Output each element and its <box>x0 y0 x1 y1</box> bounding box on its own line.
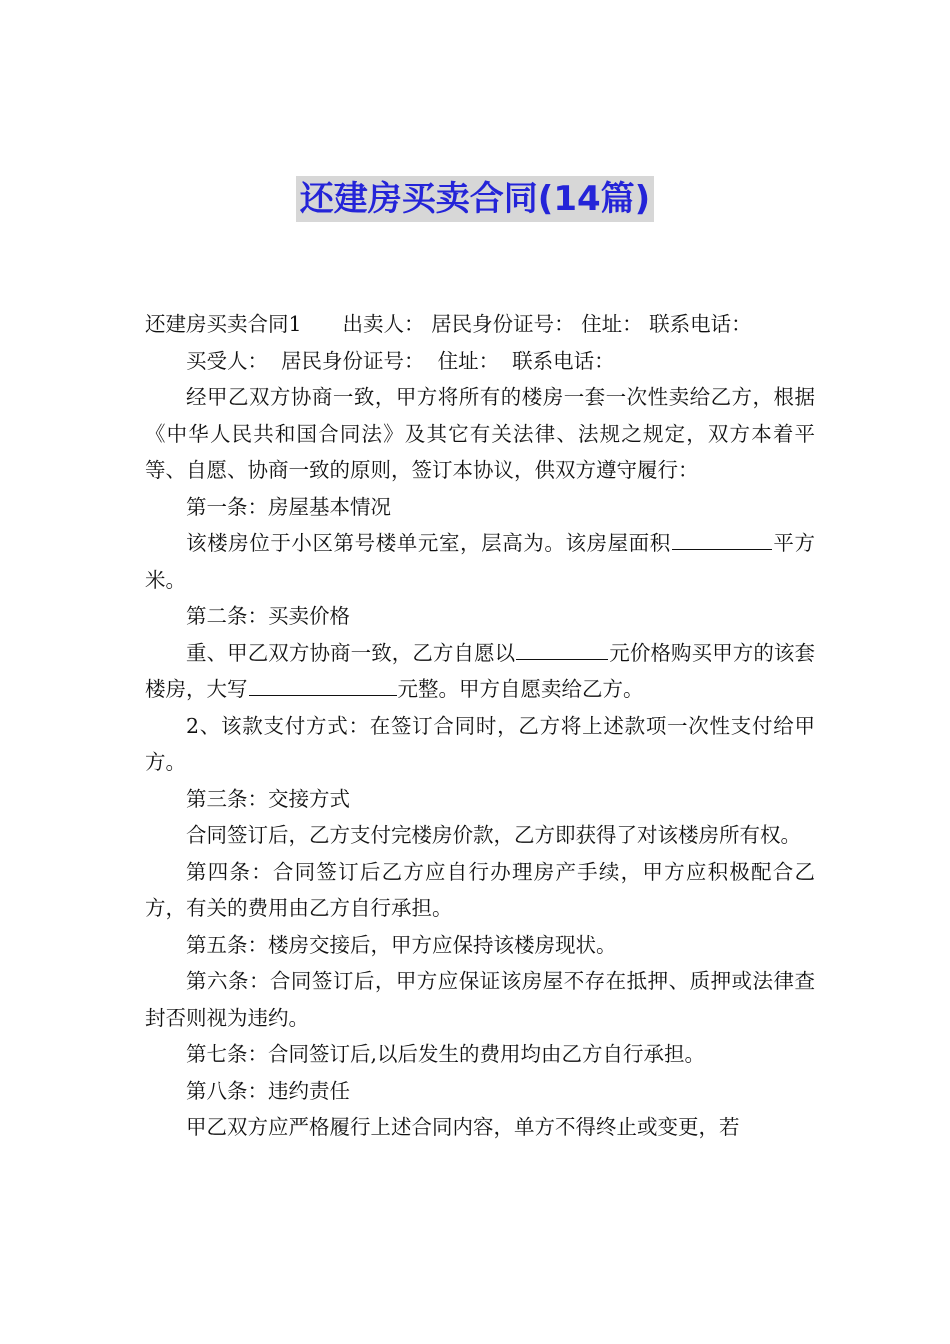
document-body <box>145 306 815 1146</box>
article2-p1-b: 元价格购买甲方的该套楼房，大写 <box>145 640 816 701</box>
article7-paragraph: 第七条：合同签订后,以后发生的费用均由乙方自行承担。 <box>186 1042 706 1066</box>
article8-text: 甲乙双方应严格履行上述合同内容，单方不得终止或变更，若 <box>186 1115 740 1139</box>
contract-label: 还建房买卖合同1 <box>145 312 302 336</box>
article2-paragraph-2: 2、该款支付方式：在签订合同时，乙方将上述款项一次性支付给甲方。 <box>145 713 815 774</box>
seller-id-label: 居民身份证号： <box>431 312 575 336</box>
seller-address-label: 住址： <box>581 312 643 336</box>
article8-title: 第八条：违约责任 <box>186 1078 350 1103</box>
article2-title: 第二条：买卖价格 <box>186 604 350 628</box>
title-wrap <box>0 176 950 222</box>
article5-paragraph: 第五条：楼房交接后，甲方应保持该楼房现状。 <box>186 932 617 957</box>
buyer-line: 买受人： 居民身份证号： 住址： 联系电话： <box>186 348 615 373</box>
article1-text-b: 平方米。 <box>145 531 816 592</box>
price-uppercase-blank <box>249 673 397 696</box>
intro-paragraph: 经甲乙双方协商一致，甲方将所有的楼房一套一次性卖给乙方，根据《中华人民共和国合同法》及其它有关法律、法规之规定，双方本着平等、自愿、协商一致的原则，签订本协议，供双方遵守履行： <box>145 385 815 482</box>
article4-paragraph: 第四条：合同签订后乙方应自行办理房产手续，甲方应积极配合乙方，有关的费用由乙方自行承担。 <box>145 859 815 920</box>
article2-p1-c: 元整。甲方自愿卖给乙方。 <box>397 677 644 701</box>
article1-text <box>145 525 815 598</box>
heading-line <box>145 306 815 343</box>
seller-phone-label: 联系电话： <box>649 312 752 336</box>
article1-title: 第一条：房屋基本情况 <box>186 494 391 519</box>
seller-label: 出卖人： <box>342 312 425 336</box>
document-title: 还建房买卖合同(14篇) <box>296 176 654 222</box>
article6-paragraph: 第六条：合同签订后，甲方应保证该房屋不存在抵押、质押或法律查封否则视为违约。 <box>145 969 815 1030</box>
area-blank <box>672 527 772 550</box>
article3-text: 合同签订后，乙方支付完楼房价款，乙方即获得了对该楼房所有权。 <box>186 823 801 847</box>
article3-title: 第三条：交接方式 <box>186 786 350 811</box>
article1-text-a: 该楼房位于小区第号楼单元室，层高为。该房屋面积 <box>186 531 671 555</box>
article2-p1-a: 重、甲乙双方协商一致，乙方自愿以 <box>186 640 516 665</box>
price-blank <box>516 637 608 660</box>
article2-paragraph-1 <box>145 635 815 708</box>
